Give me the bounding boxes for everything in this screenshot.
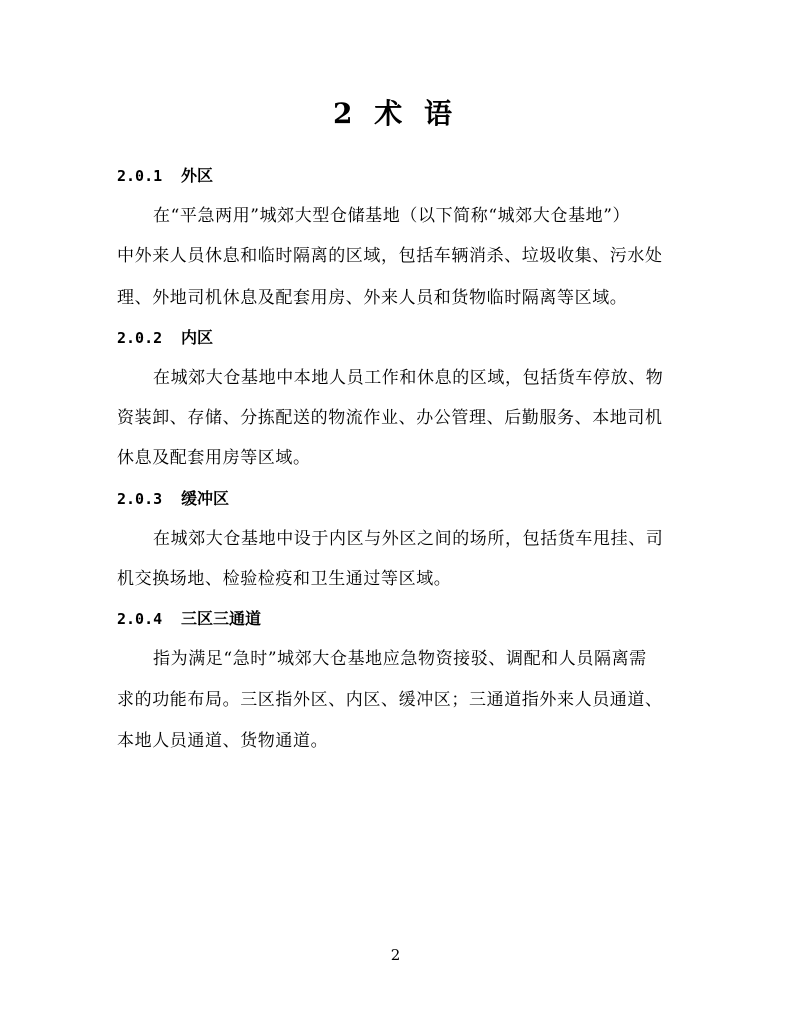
paragraph-line: 中外来人员休息和临时隔离的区域，包括车辆消杀、垃圾收集、污水处 [117, 246, 663, 266]
paragraph-line: 在城郊大仓基地中本地人员工作和休息的区域，包括货车停放、物 [153, 368, 664, 388]
term-name: 三区三通道 [181, 609, 262, 628]
page-title: 2 术 语 [333, 97, 458, 130]
paragraph-line: 资装卸、存储、分拣配送的物流作业、办公管理、后勤服务、本地司机 [117, 408, 663, 428]
paragraph-line: 指为满足“急时”城郊大仓基地应急物资接驳、调配和人员隔离需 [153, 649, 647, 669]
paragraph-line: 在“平急两用”城郊大型仓储基地（以下简称“城郊大仓基地”） [153, 206, 631, 226]
term-heading-three-zones-three-channels [117, 607, 261, 631]
page-number: 2 [390, 946, 401, 964]
paragraph-line: 机交换场地、检验检疫和卫生通过等区域。 [117, 569, 452, 589]
term-heading-outer-zone [117, 164, 213, 188]
paragraph-line: 求的功能布局。三区指外区、内区、缓冲区；三通道指外来人员通道、 [117, 690, 663, 710]
term-number: 2.0.2 [117, 329, 163, 347]
paragraph-line: 理、外地司机休息及配套用房、外来人员和货物临时隔离等区域。 [117, 288, 628, 308]
paragraph-line: 休息及配套用房等区域。 [117, 448, 311, 468]
term-name: 外区 [181, 166, 214, 185]
term-name: 内区 [181, 328, 214, 347]
term-heading-buffer-zone [117, 487, 229, 511]
term-heading-inner-zone [117, 326, 213, 350]
term-name: 缓冲区 [181, 489, 230, 508]
term-number: 2.0.4 [117, 610, 163, 628]
term-number: 2.0.3 [117, 490, 163, 508]
paragraph-line: 在城郊大仓基地中设于内区与外区之间的场所，包括货车甩挂、司 [153, 529, 664, 549]
term-number: 2.0.1 [117, 167, 163, 185]
paragraph-line: 本地人员通道、货物通道。 [117, 731, 329, 751]
